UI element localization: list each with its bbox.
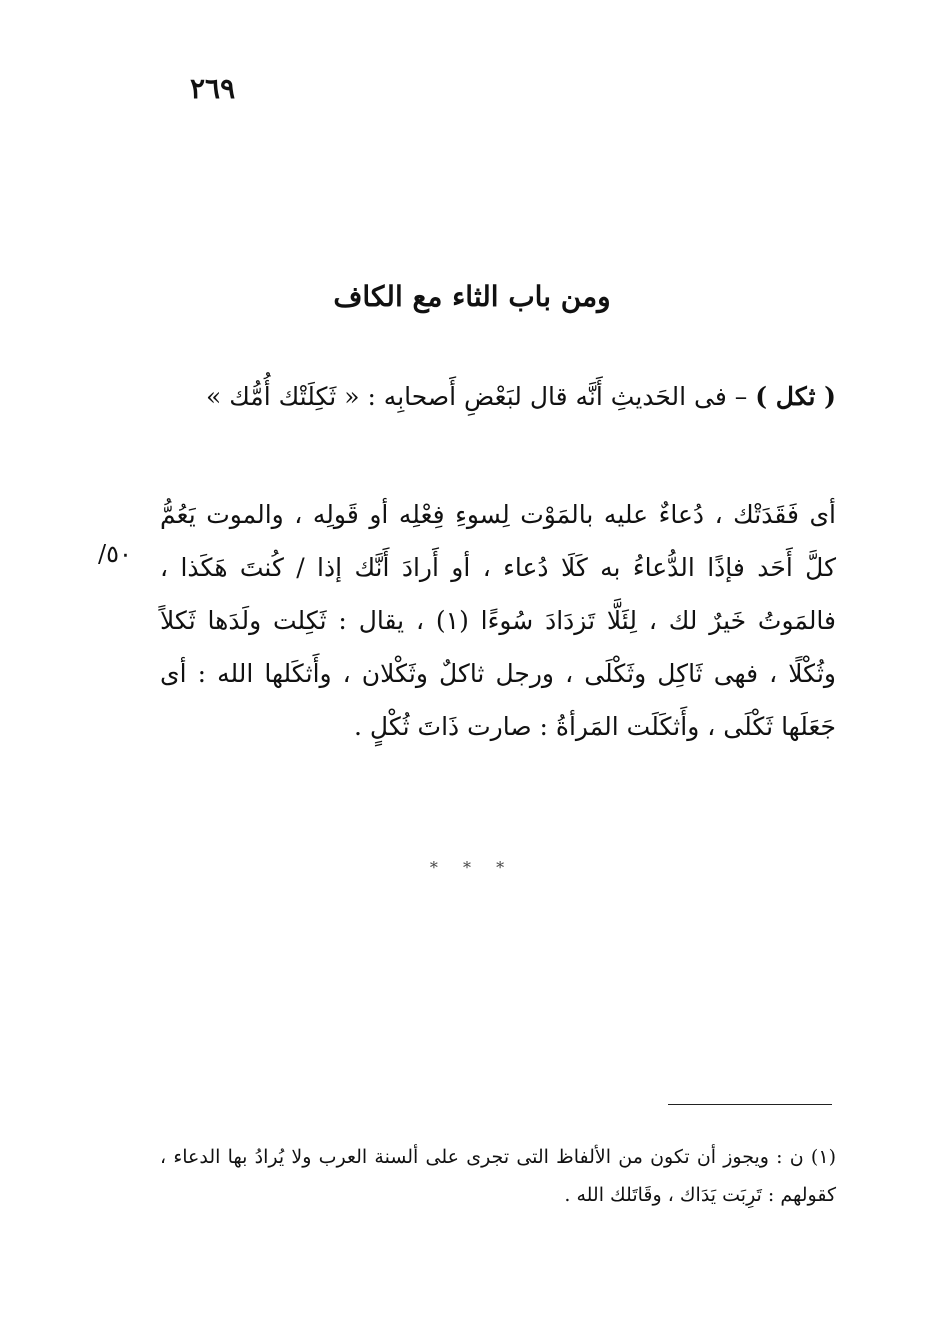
footnote: (١) ن : ويجوز أن تكون من الألفاظ التى تجرى على ألسنة العرب ولا يُرادُ بها الدعاء ، كقولهم : تَرِبَت يَدَاك ، وقَاتَلك الله . (160, 1146, 836, 1206)
page-number: ٢٦٩ (190, 72, 236, 105)
body-paragraph: أى فَقَدَتْك ، دُعاءٌ عليه بالمَوْت لِسوءِ فِعْلِه أو قَولِه ، والموت يَعُمُّ كلَّ أَحَد فإذًا الدُّعاءُ به كَلَا دُعاء ، أو أَرادَ أَنَّك إذا / كُنتَ هَكَذا ، فالمَوتُ خَيرٌ لك ، لِئَلَّا تَزدَادَ سُوءًا (١) ، يقال : ثَكِلت ولَدَها ثَكلاً وثُكْلًا ، فهى ثَاكِل وثَكْلَى ، ورجل ثاكلٌ وثَكْلان ، وأَثكَلها الله : أى جَعَلَها ثَكْلَى ، وأَثكَلَت المَرأةُ : صارت ذَاتَ ثُكْلٍ . (160, 500, 837, 741)
section-title: ومن باب الثاء مع الكاف (333, 280, 611, 313)
entry-text: – فى الحَديثِ أَنَّه قال لبَعْضِ أَصحابِه : « ثَكِلَتْك أُمُّك » (206, 382, 756, 411)
section-separator: * * * (429, 858, 515, 877)
entry-headword: ( ثكل ) (755, 382, 836, 411)
marginal-folio-note: ٥٠/ (98, 540, 132, 568)
footnote-rule (668, 1104, 832, 1105)
entry-paragraph (160, 370, 836, 423)
